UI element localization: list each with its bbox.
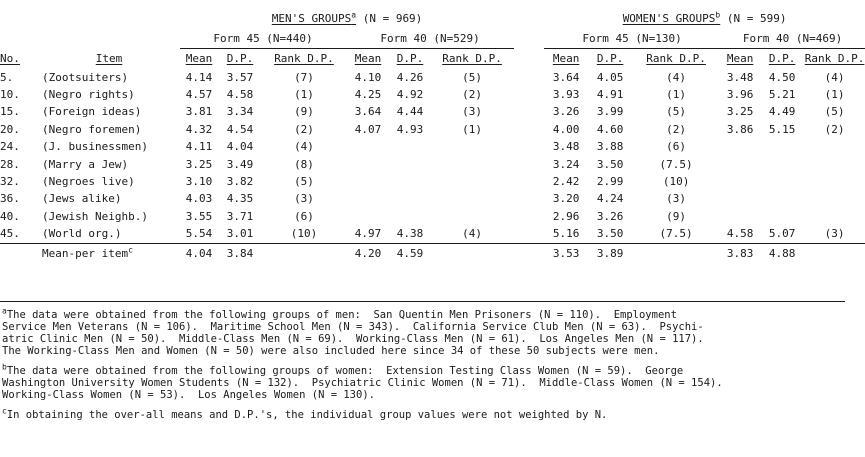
men-groups-heading: MEN'S GROUPS$^a$ (N = 969) <box>271 10 423 25</box>
table-row <box>0 69 865 86</box>
table-cell: (4) <box>462 227 482 241</box>
table-cell: 2.99 <box>596 175 624 189</box>
table-cell: 3.49 <box>226 157 254 171</box>
table-cell: 3.93 <box>552 88 580 102</box>
table-cell: (6) <box>294 209 314 223</box>
footnote-b: $^b$The data were obtained from the following groups of women: Extension Testing Class Women (N = 59). George Washington University Women Students (N = 132). Psychiatric Clinic Women (N = 71). Middle-Class Women (N = 154). Working-Class Women (N = 53). Los Angeles Women (N = 130). <box>2 362 723 401</box>
table-cell: 4.38 <box>396 227 424 241</box>
item-label: (Jews alike) <box>42 192 122 206</box>
table-cell: (5) <box>462 70 482 84</box>
table-cell: 4.04 <box>185 246 213 260</box>
table-cell: (1) <box>294 88 314 102</box>
footnote-a: $^a$The data were obtained from the following groups of men: San Quentin Men Prisoners (N = 110). Employment Service Men Veterans (N = 106). Maritime School Men (N = 343). California Service Club Men (N = 63). Psychi- atric Clinic Men (N = 50). Middle-Class Men (N = 69). Working-Class Men (N = 61). Los Angeles Men (N = 117). The Working-Class Men and Women (N = 50) were also included here since 34 of these 50 subjects were men. <box>2 306 704 357</box>
table-cell <box>346 191 390 208</box>
table-cell: 4.93 <box>396 122 424 136</box>
table-cell: 3.64 <box>552 70 580 84</box>
table-cell: 4.97 <box>354 227 382 241</box>
table-cell: 2.96 <box>552 209 580 223</box>
table-cell: 4.58 <box>726 227 754 241</box>
table-cell <box>390 191 430 208</box>
table-cell: 3.20 <box>552 192 580 206</box>
table-bottom-rule <box>0 301 845 302</box>
table-cell <box>804 191 865 208</box>
men-form45-heading: Form 45 (N=440) <box>180 30 346 49</box>
results-table <box>0 8 865 264</box>
table-cell: 3.53 <box>552 246 580 260</box>
table-row <box>0 156 865 173</box>
table-cell: 3.24 <box>552 157 580 171</box>
table-cell: 4.44 <box>396 105 424 119</box>
table-body <box>0 69 865 243</box>
table-cell: 4.10 <box>354 70 382 84</box>
table-cell: 3.48 <box>552 140 580 154</box>
table-cell: (10) <box>290 227 318 241</box>
item-number: 5. <box>0 70 14 84</box>
table-row <box>0 86 865 103</box>
table-cell: 3.55 <box>185 209 213 223</box>
women-groups-heading: WOMEN'S GROUPS$^b$ (N = 599) <box>622 10 787 25</box>
table-cell: (2) <box>462 88 482 102</box>
table-cell: 4.05 <box>596 70 624 84</box>
table-cell <box>720 139 760 156</box>
table-row <box>0 191 865 208</box>
table-cell <box>760 208 804 225</box>
table-cell: (7.5) <box>659 157 693 171</box>
table-cell <box>346 139 390 156</box>
table-cell <box>720 208 760 225</box>
table-cell: 3.57 <box>226 70 254 84</box>
table-cell: 4.25 <box>354 88 382 102</box>
table-cell <box>760 173 804 190</box>
table-cell: (3) <box>462 105 482 119</box>
table-cell: 3.50 <box>596 157 624 171</box>
table-cell: 3.99 <box>596 105 624 119</box>
table-cell: (3) <box>824 227 845 241</box>
table-cell: (5) <box>824 105 845 119</box>
table-cell <box>346 173 390 190</box>
table-cell <box>760 191 804 208</box>
table-cell: (4) <box>666 70 687 84</box>
table-cell: 4.92 <box>396 88 424 102</box>
item-number: 28. <box>0 157 20 171</box>
item-number: 10. <box>0 88 20 102</box>
table-cell <box>720 173 760 190</box>
table-cell <box>346 156 390 173</box>
table-row <box>0 121 865 138</box>
footnote-c: $^c$In obtaining the over-all means and D.P.'s, the individual group values were not weighted by N. <box>2 406 608 421</box>
table-cell: 3.86 <box>726 122 754 136</box>
women-form45-heading: Form 45 (N=130) <box>544 30 720 49</box>
table-cell: 3.64 <box>354 105 382 119</box>
table-cell <box>430 139 514 156</box>
table-cell <box>720 156 760 173</box>
table-cell: 4.32 <box>185 122 213 136</box>
table-cell: 4.03 <box>185 192 213 206</box>
table-cell: (1) <box>824 88 845 102</box>
table-cell: 3.88 <box>596 140 624 154</box>
table-row <box>0 139 865 156</box>
col-mean: Mean <box>354 52 382 65</box>
table-cell: 3.82 <box>226 175 254 189</box>
item-number: 32. <box>0 175 20 189</box>
item-number: 36. <box>0 192 20 206</box>
table-cell <box>430 173 514 190</box>
col-rank: Rank D.P. <box>442 52 502 65</box>
col-mean: Mean <box>726 52 754 65</box>
table-cell: (2) <box>294 122 314 136</box>
table-cell: (8) <box>294 157 314 171</box>
table-cell: 3.50 <box>596 227 624 241</box>
table-cell: 4.20 <box>354 246 382 260</box>
col-rank: Rank D.P. <box>274 52 334 65</box>
table-cell: 3.83 <box>726 246 754 260</box>
item-label: (J. businessmen) <box>42 140 148 154</box>
table-cell: (1) <box>462 122 482 136</box>
table-cell: 5.07 <box>768 227 796 241</box>
table-cell: (5) <box>294 175 314 189</box>
table-cell: 3.84 <box>226 246 254 260</box>
item-label: (Negro rights) <box>42 88 135 102</box>
table-cell: 5.21 <box>768 88 796 102</box>
table-cell: 3.71 <box>226 209 254 223</box>
col-mean: Mean <box>185 52 213 65</box>
table-cell: 4.00 <box>552 122 580 136</box>
table-cell: 5.15 <box>768 122 796 136</box>
item-label: (Foreign ideas) <box>42 105 142 119</box>
table-cell <box>430 208 514 225</box>
col-dp: D.P. <box>396 52 424 65</box>
table-cell <box>804 139 865 156</box>
men-form40-heading: Form 40 (N=529) <box>346 30 514 49</box>
item-number: 15. <box>0 105 20 119</box>
table-cell: 3.25 <box>185 157 213 171</box>
table-row <box>0 173 865 190</box>
table-cell <box>804 156 865 173</box>
table-cell: (6) <box>666 140 687 154</box>
table-row <box>0 104 865 121</box>
item-label: (Negroes live) <box>42 175 135 189</box>
table-cell: 4.04 <box>226 140 254 154</box>
table-cell <box>390 173 430 190</box>
table-cell <box>804 208 865 225</box>
table-cell: 5.16 <box>552 227 580 241</box>
item-label: (World org.) <box>42 227 122 241</box>
col-no: No. <box>0 51 20 65</box>
table-cell: 3.48 <box>726 70 754 84</box>
table-cell: 4.24 <box>596 192 624 206</box>
table-cell <box>390 208 430 225</box>
col-dp: D.P. <box>226 52 254 65</box>
table-cell: 4.14 <box>185 70 213 84</box>
item-number: 20. <box>0 122 20 136</box>
table-cell: (7.5) <box>659 227 693 241</box>
table-cell: 4.11 <box>185 140 213 154</box>
col-rank: Rank D.P. <box>646 52 706 65</box>
item-label: (Marry a Jew) <box>42 157 129 171</box>
table-cell: 4.49 <box>768 105 796 119</box>
col-dp: D.P. <box>768 52 796 65</box>
table-cell: 3.89 <box>596 246 624 260</box>
table-row <box>0 208 865 225</box>
table-cell: 3.81 <box>185 105 213 119</box>
table-cell: 3.26 <box>552 105 580 119</box>
table-cell: (10) <box>662 175 690 189</box>
table-cell: 3.25 <box>726 105 754 119</box>
table-cell <box>346 208 390 225</box>
table-cell: (9) <box>294 105 314 119</box>
table-cell <box>390 139 430 156</box>
table-cell <box>430 156 514 173</box>
table-cell: (4) <box>824 70 845 84</box>
table-cell: (5) <box>666 105 687 119</box>
col-dp: D.P. <box>596 52 624 65</box>
table-cell: 4.60 <box>596 122 624 136</box>
item-number: 45. <box>0 227 20 241</box>
table-cell <box>430 191 514 208</box>
table-cell: 4.88 <box>768 246 796 260</box>
table-cell: 3.96 <box>726 88 754 102</box>
table-cell: 4.54 <box>226 122 254 136</box>
table-cell: 3.34 <box>226 105 254 119</box>
women-form40-heading: Form 40 (N=469) <box>720 30 865 49</box>
table-cell <box>720 191 760 208</box>
table-cell: (2) <box>824 122 845 136</box>
table-cell: 4.57 <box>185 88 213 102</box>
table-cell: 2.42 <box>552 175 580 189</box>
item-label: (Negro foremen) <box>42 122 142 136</box>
table-cell <box>390 156 430 173</box>
col-mean: Mean <box>552 52 580 65</box>
table-cell: (3) <box>666 192 687 206</box>
table-cell: (1) <box>666 88 687 102</box>
table-row <box>0 226 865 244</box>
col-rank: Rank D.P. <box>804 52 865 65</box>
table-cell: 5.54 <box>185 227 213 241</box>
item-number: 24. <box>0 140 20 154</box>
footnotes <box>2 306 845 429</box>
table-cell <box>760 139 804 156</box>
table-cell: 4.58 <box>226 88 254 102</box>
table-cell: 3.26 <box>596 209 624 223</box>
item-label: (Zootsuiters) <box>42 70 129 84</box>
table-cell: (9) <box>666 209 687 223</box>
table-cell: (2) <box>666 122 687 136</box>
table-cell: 3.01 <box>226 227 254 241</box>
table-cell: 4.59 <box>396 246 424 260</box>
table-cell: 4.91 <box>596 88 624 102</box>
table-cell <box>760 156 804 173</box>
col-item: Item <box>95 51 123 65</box>
table-cell: 4.35 <box>226 192 254 206</box>
item-number: 40. <box>0 209 20 223</box>
mean-per-item-row <box>0 243 865 264</box>
table-cell: (7) <box>294 70 314 84</box>
item-label: (Jewish Neighb.) <box>42 209 148 223</box>
table-cell: 4.07 <box>354 122 382 136</box>
table-cell <box>804 173 865 190</box>
table-cell: 4.50 <box>768 70 796 84</box>
table-cell: 4.26 <box>396 70 424 84</box>
mean-per-item-label: Mean-per item$^c$ <box>42 245 133 260</box>
table-cell: (4) <box>294 140 314 154</box>
table-cell: 3.10 <box>185 175 213 189</box>
table-cell: (3) <box>294 192 314 206</box>
